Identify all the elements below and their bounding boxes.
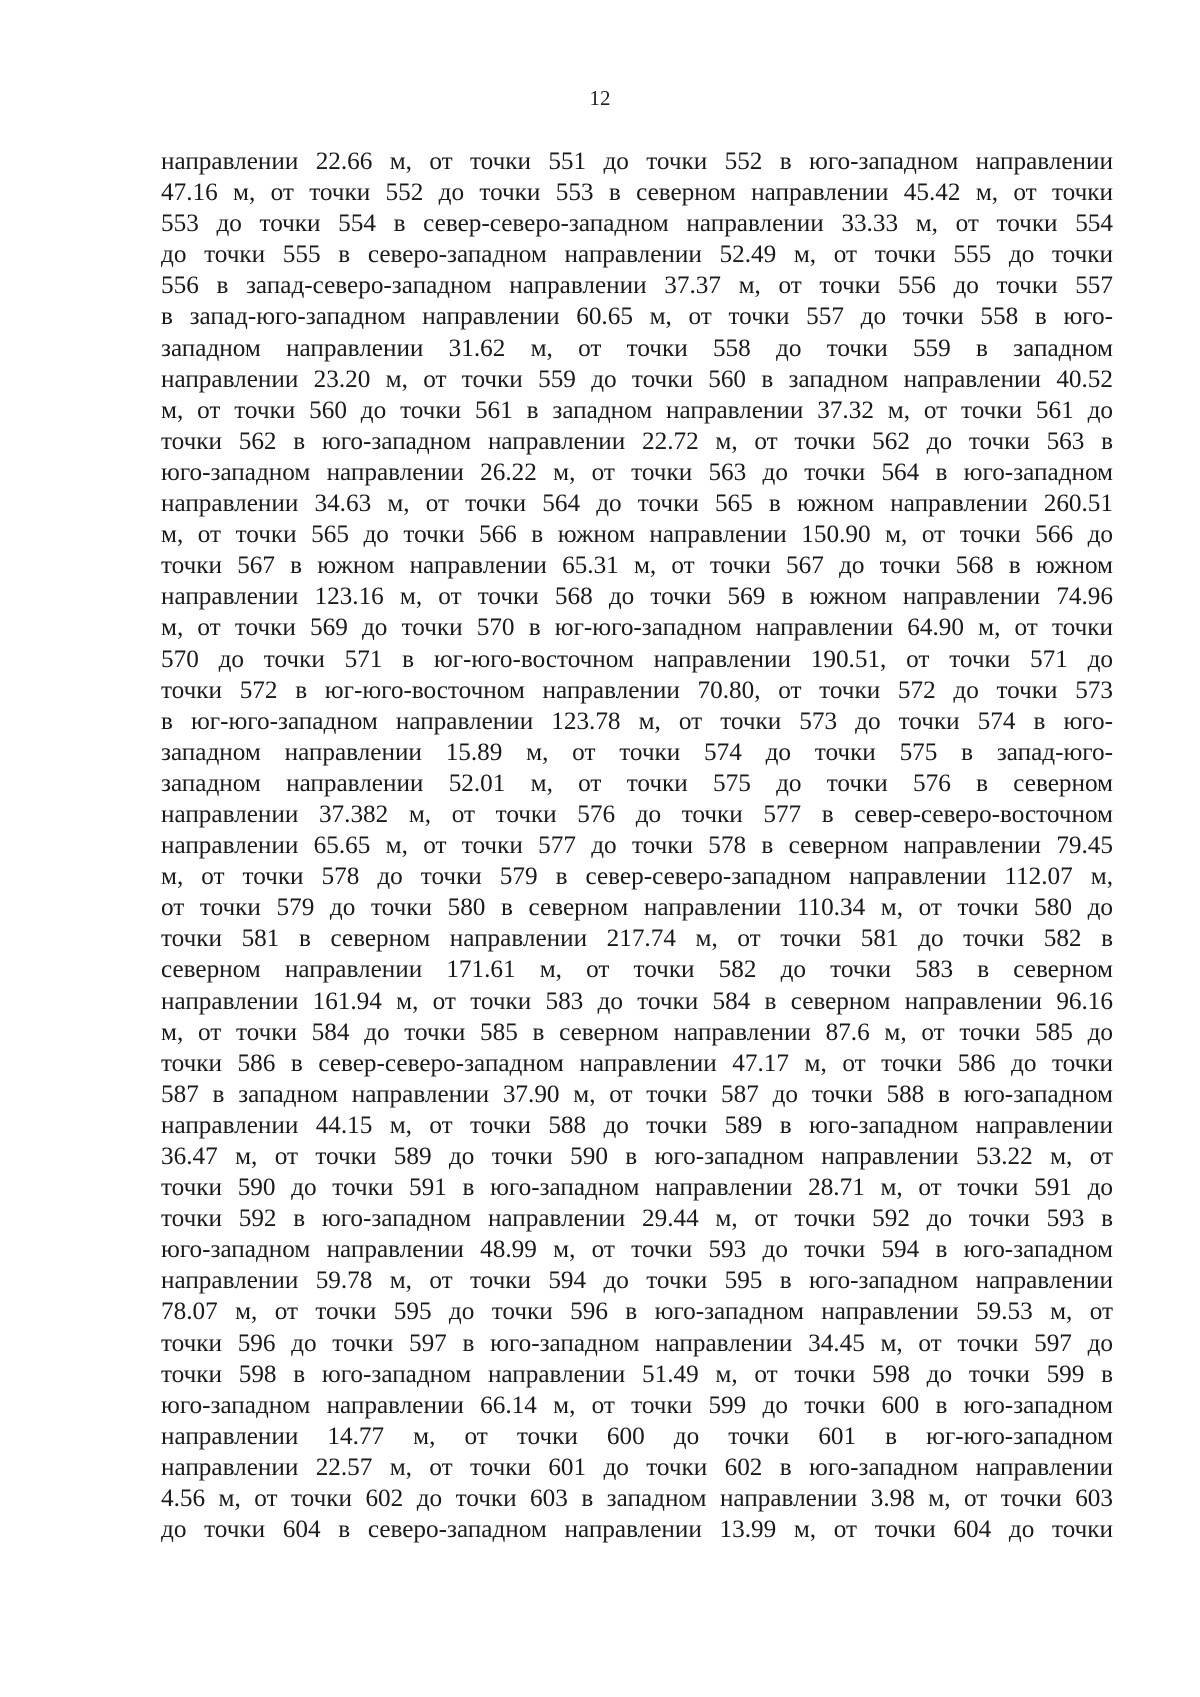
text-line: западном направлении 52.01 м, от точки 575 до точки 576 в северном <box>161 769 1113 797</box>
text-line: 587 в западном направлении 37.90 м, от точки 587 до точки 588 в юго-западном <box>161 1080 1113 1108</box>
text-line: направлении 59.78 м, от точки 594 до точки 595 в юго-западном направлении <box>161 1267 1113 1295</box>
text-line: м, от точки 565 до точки 566 в южном направлении 150.90 м, от точки 566 до <box>161 521 1113 549</box>
text-line: 36.47 м, от точки 589 до точки 590 в юго-западном направлении 53.22 м, от <box>161 1143 1113 1170</box>
text-line: направлении 22.57 м, от точки 601 до точки 602 в юго-западном направлении <box>161 1453 1113 1481</box>
text-line: юго-западном направлении 48.99 м, от точки 593 до точки 594 в юго-западном <box>161 1236 1113 1264</box>
text-line: 553 до точки 554 в север-северо-западном направлении 33.33 м, от точки 554 <box>161 210 1113 238</box>
text-line: 4.56 м, от точки 602 до точки 603 в западном направлении 3.98 м, от точки 603 <box>161 1485 1113 1513</box>
text-line: направлении 22.66 м, от точки 551 до точки 552 в юго-западном направлении <box>161 148 1113 175</box>
text-line: направлении 37.382 м, от точки 576 до точки 577 в север-северо-восточном <box>161 800 1113 828</box>
page-number: 12 <box>589 86 611 110</box>
text-line: м, от точки 560 до точки 561 в западном направлении 37.32 м, от точки 561 до <box>161 396 1113 424</box>
text-line: м, от точки 584 до точки 585 в северном направлении 87.6 м, от точки 585 до <box>161 1018 1113 1046</box>
text-line: юго-западном направлении 66.14 м, от точки 599 до точки 600 в юго-западном <box>161 1391 1113 1419</box>
text-line: точки 596 до точки 597 в юго-западном направлении 34.45 м, от точки 597 до <box>161 1329 1113 1357</box>
text-line: точки 567 в южном направлении 65.31 м, от точки 567 до точки 568 в южном <box>161 552 1113 580</box>
text-line: точки 581 в северном направлении 217.74 м, от точки 581 до точки 582 в <box>161 925 1113 953</box>
text-line: точки 590 до точки 591 в юго-западном направлении 28.71 м, от точки 591 до <box>161 1174 1113 1202</box>
text-line: точки 572 в юг-юго-восточном направлении 70.80, от точки 572 до точки 573 <box>161 676 1113 704</box>
text-line: юго-западном направлении 26.22 м, от точки 563 до точки 564 в юго-западном <box>161 458 1113 486</box>
text-line: точки 592 в юго-западном направлении 29.44 м, от точки 592 до точки 593 в <box>161 1205 1113 1233</box>
text-line: северном направлении 171.61 м, от точки 582 до точки 583 в северном <box>161 956 1113 984</box>
text-line: направлении 65.65 м, от точки 577 до точки 578 в северном направлении 79.45 <box>161 832 1113 860</box>
text-line: точки 586 в север-северо-западном направлении 47.17 м, от точки 586 до точки <box>161 1049 1113 1077</box>
text-line: м, от точки 578 до точки 579 в север-северо-западном направлении 112.07 м, <box>161 863 1113 891</box>
text-line: 78.07 м, от точки 595 до точки 596 в юго-западном направлении 59.53 м, от <box>161 1298 1113 1326</box>
body-text <box>161 146 1113 1545</box>
text-line: 570 до точки 571 в юг-юго-восточном направлении 190.51, от точки 571 до <box>161 645 1113 673</box>
text-line: точки 598 в юго-западном направлении 51.49 м, от точки 598 до точки 599 в <box>161 1360 1113 1388</box>
text-line: 556 в запад-северо-западном направлении 37.37 м, от точки 556 до точки 557 <box>161 272 1113 300</box>
text-line: до точки 555 в северо-западном направлении 52.49 м, от точки 555 до точки <box>161 241 1113 269</box>
text-line: 47.16 м, от точки 552 до точки 553 в северном направлении 45.42 м, от точки <box>161 179 1113 207</box>
text-line: направлении 123.16 м, от точки 568 до точки 569 в южном направлении 74.96 <box>161 583 1113 611</box>
text-line: в запад-юго-западном направлении 60.65 м, от точки 557 до точки 558 в юго- <box>161 303 1113 331</box>
text-line: в юг-юго-западном направлении 123.78 м, от точки 573 до точки 574 в юго- <box>161 707 1113 735</box>
text-line: направлении 161.94 м, от точки 583 до точки 584 в северном направлении 96.16 <box>161 987 1113 1015</box>
text-line: направлении 34.63 м, от точки 564 до точки 565 в южном направлении 260.51 <box>161 490 1113 518</box>
text-line: м, от точки 569 до точки 570 в юг-юго-западном направлении 64.90 м, от точки <box>161 614 1113 642</box>
text-line: западном направлении 31.62 м, от точки 558 до точки 559 в западном <box>161 334 1113 362</box>
text-line: до точки 604 в северо-западном направлении 13.99 м, от точки 604 до точки <box>161 1516 1113 1544</box>
text-line: направлении 14.77 м, от точки 600 до точки 601 в юг-юго-западном <box>161 1422 1113 1450</box>
text-line: направлении 23.20 м, от точки 559 до точки 560 в западном направлении 40.52 <box>161 365 1113 393</box>
text-line: направлении 44.15 м, от точки 588 до точки 589 в юго-западном направлении <box>161 1111 1113 1139</box>
text-line: точки 562 в юго-западном направлении 22.72 м, от точки 562 до точки 563 в <box>161 427 1113 455</box>
text-line: от точки 579 до точки 580 в северном направлении 110.34 м, от точки 580 до <box>161 894 1113 922</box>
text-line: западном направлении 15.89 м, от точки 574 до точки 575 в запад-юго- <box>161 738 1113 766</box>
